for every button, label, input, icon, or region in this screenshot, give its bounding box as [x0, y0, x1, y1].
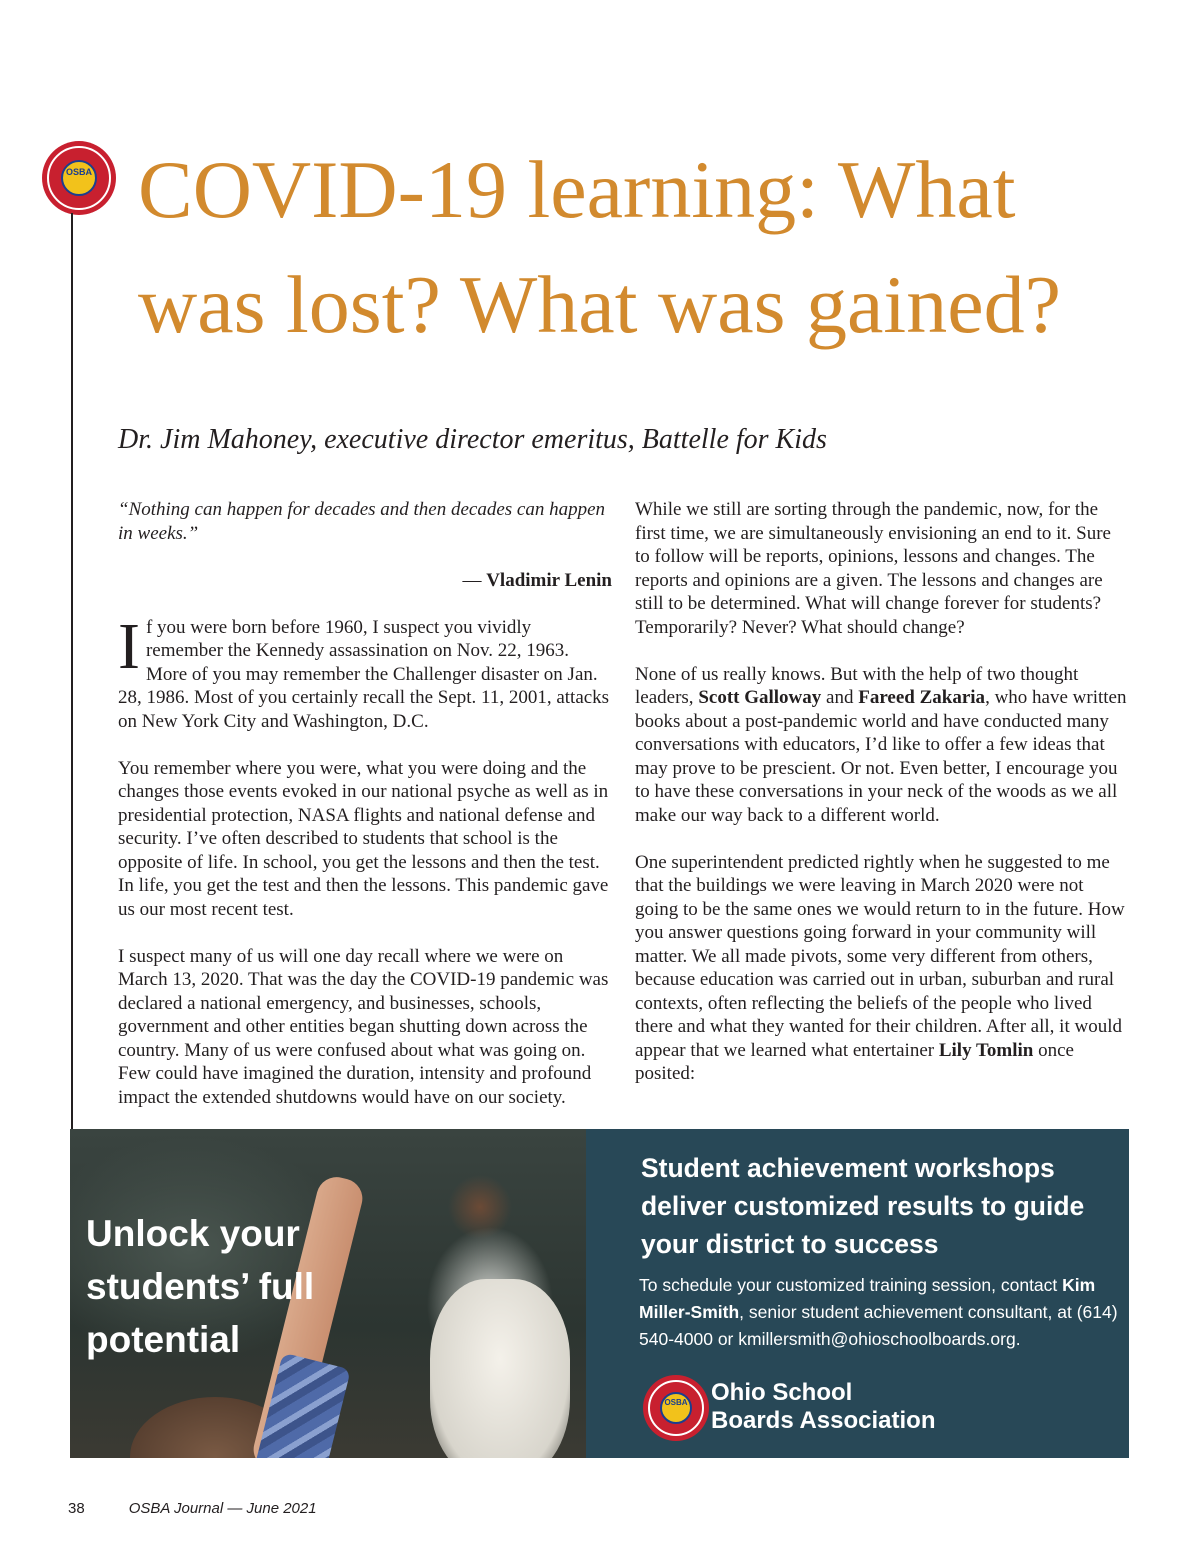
name-fareed-zakaria: Fareed Zakaria: [858, 687, 986, 708]
ad-photo-headline: Unlock your students’ full potential: [86, 1213, 315, 1360]
ad-panel-headline: Student achievement workshops deliver customized results to guide your district to success: [641, 1153, 1085, 1259]
page-number: 38: [68, 1500, 85, 1517]
p6-text-b: once posited:: [635, 1039, 1074, 1084]
paragraph-5: [635, 663, 1130, 828]
ad-panel-body: [639, 1272, 1119, 1353]
p6-text-a: One superintendent predicted rightly when he suggested to me that the buildings we were leaving in March 2020 were not going to be the same ones we would return to in the future. How you answer questions going forward in your community will matter. We all made pivots, some very different from others, because education was carried out in urban, suburban and rural contexts, often reflecting the beliefs of the people who lived there and what they wanted for their children. After all, it would appear that we learned what entertainer: [635, 851, 1125, 1061]
seal-core: [660, 1392, 692, 1424]
ad-photo: [70, 1129, 586, 1458]
ad-body-b: , senior student achievement consultant, at (614) 540-4000 or kmillersmith@ohioschoolboards.org.: [639, 1302, 1118, 1349]
paragraph-2: You remember where you were, what you were doing and the changes those events evoked in our national psyche as well as in presidential protection, NASA flights and national defense and security. I’ve often described to students that school is the opposite of life. In school, you get the lessons and then the test. In life, you get the test and then the lessons. This pandemic gave us our most recent test.: [118, 757, 609, 920]
paragraph-6: [635, 851, 1130, 1086]
ad-contact-name: Kim Miller-Smith: [639, 1275, 1096, 1322]
drop-cap: I: [118, 609, 140, 683]
seal-core: [61, 160, 97, 196]
org-name: [711, 1379, 936, 1435]
org-line-2: Boards Association: [711, 1407, 936, 1434]
quote-author: Vladimir Lenin: [486, 569, 612, 591]
osba-seal-logo-ad: [643, 1375, 709, 1441]
name-lily-tomlin: Lily Tomlin: [938, 1039, 1034, 1061]
p5-text-a: None of us really knows. But with the help of two thought leaders,: [635, 663, 1079, 708]
article-byline: Dr. Jim Mahoney, executive director emeritus, Battelle for Kids: [118, 424, 827, 455]
seal-letters: OSBA: [65, 167, 92, 177]
seal-letters: OSBA: [664, 1398, 688, 1407]
photo-teacher: [430, 1279, 570, 1458]
epigraph-quote: “Nothing can happen for decades and then decades can happen in weeks.”: [118, 499, 606, 544]
epigraph-attribution: [118, 569, 612, 593]
quote-dash: —: [462, 569, 487, 591]
osba-seal-logo: [42, 141, 116, 215]
p5-text-b: and: [821, 687, 859, 708]
article-title: COVID-19 learning: What was lost? What was gained?: [138, 144, 1061, 350]
ad-body-a: To schedule your customized training session, contact: [639, 1275, 1063, 1295]
org-line-1: Ohio School: [711, 1379, 853, 1406]
right-column: [635, 498, 1130, 1109]
paragraph-4: While we still are sorting through the pandemic, now, for the first time, we are simultaneously envisioning an end to it. Sure to follow will be reports, opinions, lessons and changes. The reports and opinions are a given. The lessons and changes are still to be determined. What will change forever for students? Temporarily? Never? What should change?: [635, 499, 1111, 638]
name-scott-galloway: Scott Galloway: [698, 687, 822, 708]
left-column: [118, 498, 612, 1133]
p5-text-c: , who have written books about a post-pandemic world and have conducted many conversations with educators, I’d like to offer a few ideas that may prove to be prescient. Or not. Even better, I encourage you to have these conversations in your neck of the woods as we all make our way back to a different world.: [635, 687, 1127, 826]
vertical-rule: [71, 213, 73, 1130]
publication-name: OSBA Journal — June 2021: [128, 1500, 317, 1517]
paragraph-1: [118, 609, 612, 734]
ad-panel: [586, 1129, 1129, 1458]
paragraph-1-text: f you were born before 1960, I suspect you vividly remember the Kennedy assassination on Nov. 22, 1963. More of you may remember the Challenger disaster on Jan. 28, 1986. Most of you certainly recall the Sept. 11, 2001, attacks on New York City and Washington, D.C.: [118, 616, 610, 732]
page-footer: [68, 1500, 317, 1517]
paragraph-3: I suspect many of us will one day recall where we were on March 13, 2020. That was the day the COVID-19 pandemic was declared a national emergency, and businesses, schools, government and other entities began shutting down across the country. Many of us were confused about what was going on. Few could have imagined the duration, intensity and profound impact the extended shutdowns would have on our society.: [118, 945, 609, 1108]
